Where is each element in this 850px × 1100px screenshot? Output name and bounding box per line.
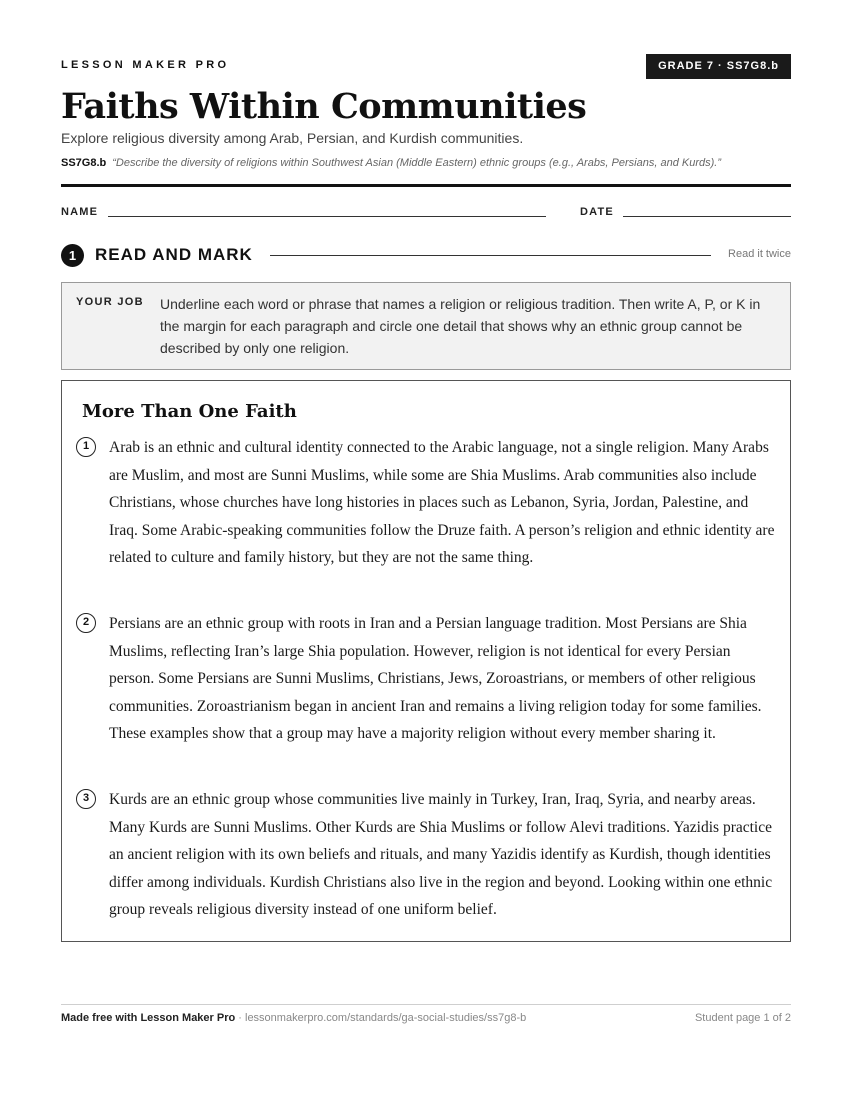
section-title: READ AND MARK bbox=[95, 245, 253, 264]
name-field[interactable] bbox=[108, 216, 546, 217]
standard-quote: “Describe the diversity of religions within Southwest Asian (Middle Eastern) ethnic groups (e.g., Arabs, Persians, and Kurds).” bbox=[112, 157, 721, 169]
instructions-label: YOUR JOB bbox=[76, 296, 144, 308]
section-divider bbox=[270, 255, 711, 256]
section-note: Read it twice bbox=[728, 248, 791, 260]
instructions-box bbox=[61, 282, 791, 370]
header-divider bbox=[61, 184, 791, 187]
date-field[interactable] bbox=[623, 216, 791, 217]
section-number-badge: 1 bbox=[61, 244, 84, 267]
paragraph-3: Kurds are an ethnic group whose communities live mainly in Turkey, Iran, Iraq, Syria, and nearby areas. Many Kurds are Sunni Muslims. Other Kurds are Shia Muslims or follow Alevi traditions. Yazidis practice an ancient religion with its own beliefs and rituals, and many Yazidis identify as Kurdish, though identities differ among individuals. Kurdish Christians also live in the region and beyond. Looking within one ethnic group reveals religious diversity instead of one uniform belief. bbox=[109, 791, 773, 918]
grade-badge: GRADE 7 · SS7G8.b bbox=[646, 54, 791, 79]
brand-name: LESSON MAKER PRO bbox=[61, 59, 230, 71]
footer-credit bbox=[61, 1012, 526, 1024]
worksheet-page bbox=[61, 0, 791, 1100]
date-label: DATE bbox=[580, 206, 614, 218]
paragraph-number-3: 3 bbox=[76, 789, 96, 809]
page-title: Faiths Within Communities bbox=[61, 86, 587, 127]
paragraph-2: Persians are an ethnic group with roots in Iran and a Persian language tradition. Most Persians are Shia Muslims, reflecting Iran’s large Shia population. However, religion is not identical for every Persian person. Some Persians are Sunni Muslims, Christians, Jews, Zoroastrians, or members of other religious communities. Zoroastrianism began in ancient Iran and remains a living religion today for some families. These examples show that a group may have a majority religion without every member sharing it. bbox=[109, 615, 762, 742]
reading-title: More Than One Faith bbox=[82, 401, 297, 422]
footer-made-with: Made free with Lesson Maker Pro bbox=[61, 1012, 236, 1024]
standard-line bbox=[61, 157, 721, 169]
page-indicator: Student page 1 of 2 bbox=[694, 1012, 791, 1024]
paragraph-number-2: 2 bbox=[76, 613, 96, 633]
footer-divider bbox=[61, 1004, 791, 1005]
standard-code: SS7G8.b bbox=[61, 157, 107, 169]
page-subtitle: Explore religious diversity among Arab, Persian, and Kurdish communities. bbox=[61, 130, 524, 146]
instructions-text: Underline each word or phrase that names a religion or religious tradition. Then write A, P, or K in the margin for each paragraph and circle one detail that shows why an ethnic group cannot be described by only one religion. bbox=[160, 296, 761, 356]
paragraph-1: Arab is an ethnic and cultural identity connected to the Arabic language, not a single religion. Many Arabs are Muslim, and most are Sunni Muslims, while some are Shia Muslims. Arab communities also include Christians, whose churches have long histories in places such as Lebanon, Syria, Jordan, Palestine, and Iraq. Some Arabic-speaking communities follow the Druze faith. A person’s religion and ethnic identity are related to culture and family history, but they are not the same thing. bbox=[109, 439, 775, 566]
reading-passage bbox=[61, 380, 791, 942]
paragraph-number-1: 1 bbox=[76, 437, 96, 457]
name-label: NAME bbox=[61, 206, 99, 218]
footer-url[interactable]: · lessonmakerpro.com/standards/ga-social-studies/ss7g8-b bbox=[235, 1012, 527, 1024]
